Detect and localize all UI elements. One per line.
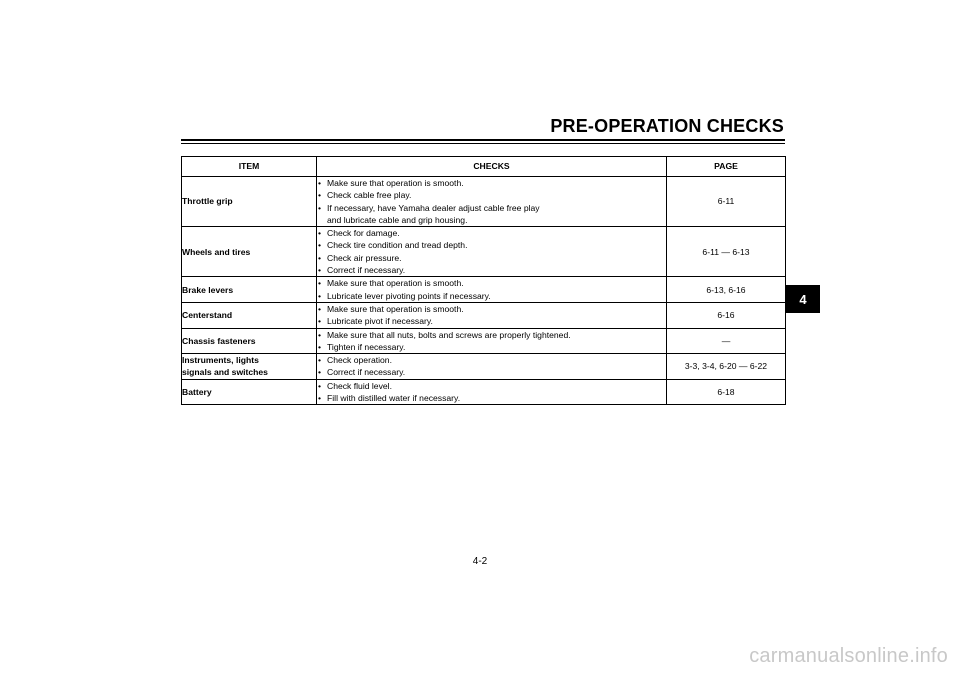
check-list-item: • Check operation. xyxy=(317,354,666,366)
title-rule-thin xyxy=(181,143,785,144)
checks-list xyxy=(317,380,666,405)
table-header-row xyxy=(182,157,786,177)
check-list-item: • Lubricate lever pivoting points if necessary. xyxy=(317,290,666,302)
check-list-item: • Make sure that all nuts, bolts and screws are properly tightened. xyxy=(317,329,666,341)
row-page-ref: 6-11 — 6-13 xyxy=(667,227,786,277)
row-item: Wheels and tires xyxy=(182,227,317,277)
check-list-item: • Lubricate pivot if necessary. xyxy=(317,315,666,327)
column-header-page: PAGE xyxy=(667,157,786,177)
check-list-item: • Check for damage. xyxy=(317,227,666,239)
check-list-item: • Check cable free play. xyxy=(317,189,666,201)
check-list-item: • Tighten if necessary. xyxy=(317,341,666,353)
watermark: carmanualsonline.info xyxy=(749,645,948,667)
checks-list xyxy=(317,277,666,302)
checks-list xyxy=(317,177,666,226)
row-checks xyxy=(317,354,667,380)
section-tab xyxy=(786,285,820,313)
check-list-item: • Make sure that operation is smooth. xyxy=(317,303,666,315)
row-page-ref: 6-13, 6-16 xyxy=(667,277,786,303)
row-page-ref: — xyxy=(667,328,786,354)
row-checks xyxy=(317,177,667,227)
row-item: Centerstand xyxy=(182,302,317,328)
table-row xyxy=(182,177,786,227)
row-checks xyxy=(317,379,667,405)
column-header-checks: CHECKS xyxy=(317,157,667,177)
row-checks xyxy=(317,227,667,277)
row-page-ref: 6-18 xyxy=(667,379,786,405)
row-page-ref: 6-16 xyxy=(667,302,786,328)
table-row xyxy=(182,379,786,405)
row-checks xyxy=(317,277,667,303)
section-tab-label: 4 xyxy=(799,291,807,307)
page-number: 4-2 xyxy=(472,556,488,567)
row-item: Battery xyxy=(182,379,317,405)
check-list-item: • If necessary, have Yamaha dealer adjust cable free play and lubricate cable and grip housing. xyxy=(317,202,666,227)
check-list-item: • Fill with distilled water if necessary. xyxy=(317,392,666,404)
table-row xyxy=(182,227,786,277)
check-list-item: • Check air pressure. xyxy=(317,252,666,264)
check-list-item: • Correct if necessary. xyxy=(317,264,666,276)
check-list-item: • Make sure that operation is smooth. xyxy=(317,177,666,189)
check-list-item: • Check tire condition and tread depth. xyxy=(317,239,666,251)
checks-list xyxy=(317,354,666,379)
table-row xyxy=(182,277,786,303)
row-item: Brake levers xyxy=(182,277,317,303)
row-checks xyxy=(317,328,667,354)
row-checks xyxy=(317,302,667,328)
checks-list xyxy=(317,329,666,354)
table-row xyxy=(182,302,786,328)
page-title: PRE-OPERATION CHECKS xyxy=(550,116,784,136)
row-item: Instruments, lights signals and switches xyxy=(182,354,317,380)
check-list-item: • Check fluid level. xyxy=(317,380,666,392)
table-body xyxy=(182,177,786,405)
row-item: Chassis fasteners xyxy=(182,328,317,354)
row-page-ref: 3-3, 3-4, 6-20 — 6-22 xyxy=(667,354,786,380)
checks-list xyxy=(317,227,666,276)
check-list-item: • Make sure that operation is smooth. xyxy=(317,277,666,289)
check-list-item: • Correct if necessary. xyxy=(317,366,666,378)
pre-operation-checks-table xyxy=(181,156,786,405)
table-row xyxy=(182,354,786,380)
title-rule-thick xyxy=(181,139,785,141)
row-page-ref: 6-11 xyxy=(667,177,786,227)
column-header-item: ITEM xyxy=(182,157,317,177)
checks-list xyxy=(317,303,666,328)
row-item: Throttle grip xyxy=(182,177,317,227)
table-row xyxy=(182,328,786,354)
